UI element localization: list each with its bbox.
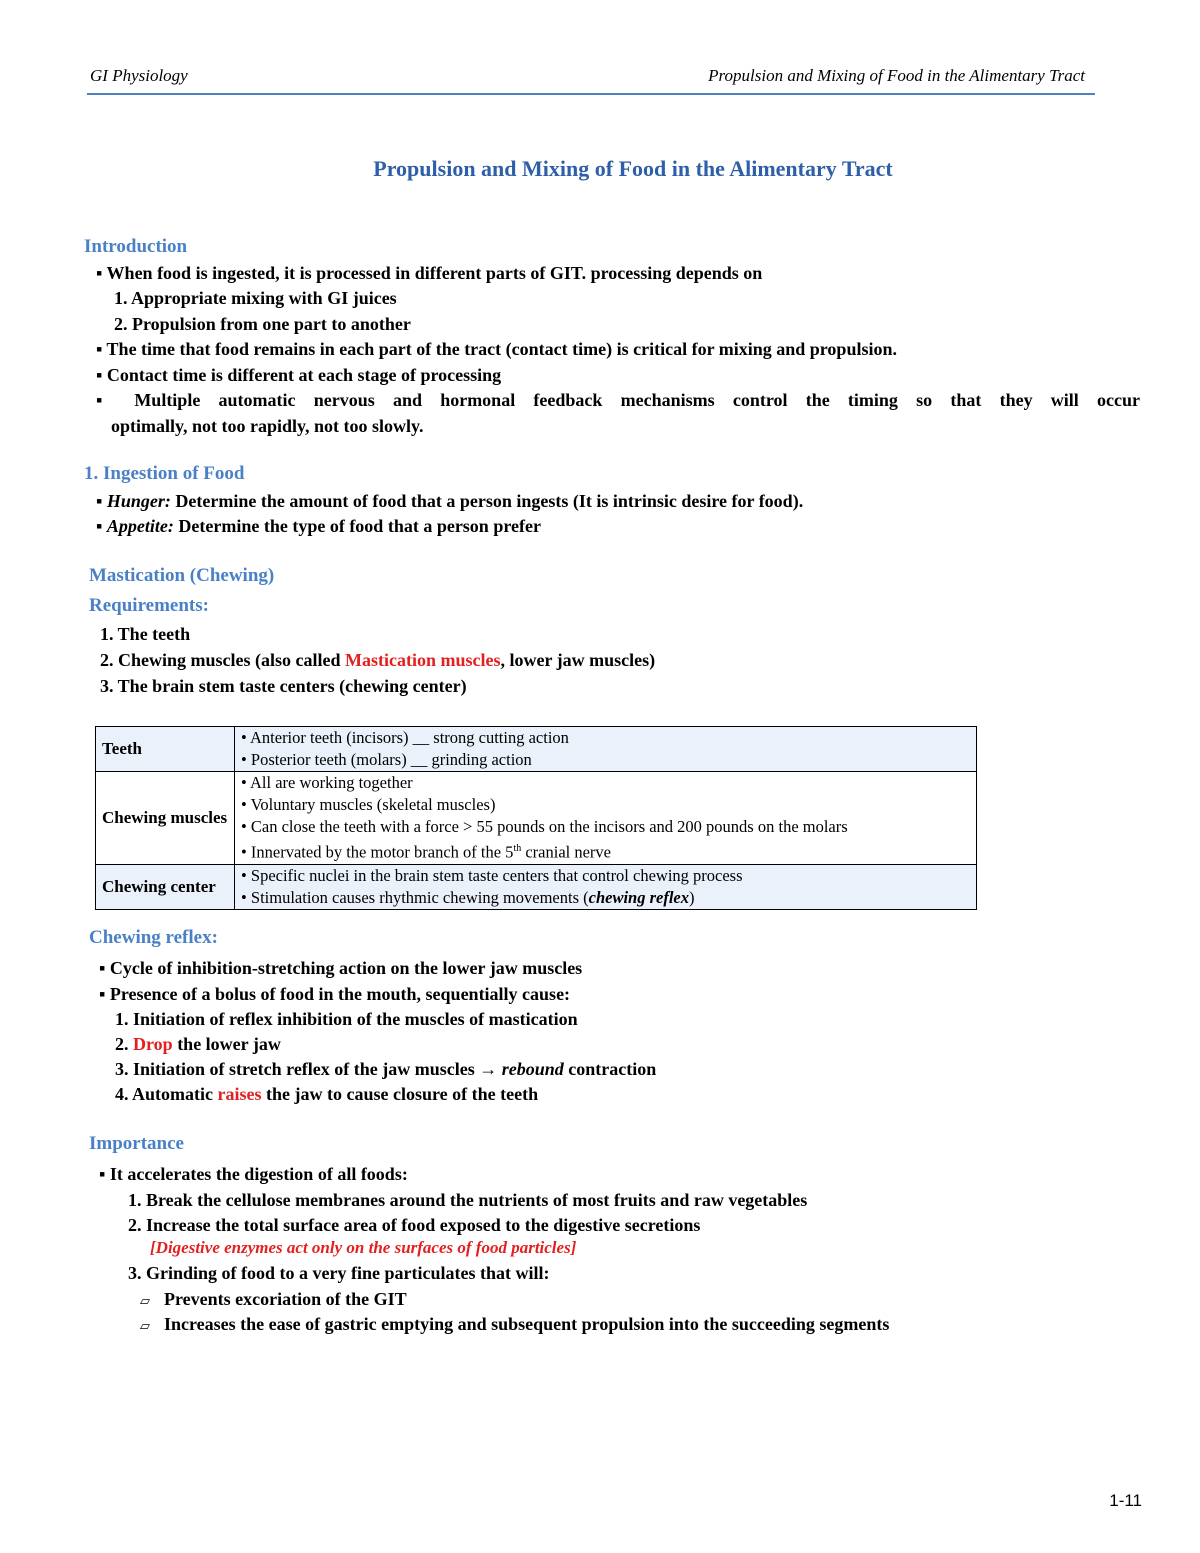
importance-sub-1 bbox=[140, 1288, 407, 1312]
reflex-step-2-b: the lower jaw bbox=[172, 1034, 281, 1054]
importance-heading: Importance bbox=[89, 1133, 184, 1154]
header-chapter-title: Propulsion and Mixing of Food in the Alimentary Tract bbox=[708, 66, 1085, 85]
importance-sub-1-text: Prevents excoriation of the GIT bbox=[164, 1289, 407, 1309]
muscles-line-2: • Voluntary muscles (skeletal muscles) bbox=[241, 795, 496, 814]
hunger-label: Hunger: bbox=[106, 491, 171, 511]
requirement-2 bbox=[100, 649, 655, 671]
intro-bullet-1: ▪ When food is ingested, it is processed in different parts of GIT. processing depends on bbox=[96, 263, 763, 283]
mastication-table bbox=[95, 726, 977, 910]
table-label-teeth: Teeth bbox=[96, 727, 235, 772]
center-line-2-italic: chewing reflex bbox=[588, 887, 690, 907]
hunger-bullet: ▪ bbox=[96, 491, 107, 511]
importance-bullet-1: ▪ It accelerates the digestion of all foods: bbox=[99, 1164, 408, 1184]
importance-note: [Digestive enzymes act only on the surfaces of food particles] bbox=[150, 1238, 577, 1257]
table-cell-teeth bbox=[235, 727, 977, 772]
muscles-line-1: • All are working together bbox=[241, 773, 413, 792]
table-row-muscles bbox=[96, 772, 977, 865]
reflex-step-2-a: 2. bbox=[115, 1034, 133, 1054]
importance-item-3: 3. Grinding of food to a very fine particulates that will: bbox=[128, 1263, 550, 1283]
reflex-step-1: 1. Initiation of reflex inhibition of the muscles of mastication bbox=[115, 1009, 578, 1029]
muscles-line-4 bbox=[241, 838, 970, 864]
teeth-line-2: • Posterior teeth (molars) __ grinding action bbox=[241, 750, 532, 769]
importance-item-1: 1. Break the cellulose membranes around the nutrients of most fruits and raw vegetables bbox=[128, 1190, 808, 1210]
mastication-heading: Mastication (Chewing) bbox=[89, 565, 275, 586]
table-cell-center bbox=[235, 864, 977, 909]
requirement-2-highlight: Mastication muscles bbox=[345, 650, 501, 670]
requirement-2-text-b: , lower jaw muscles) bbox=[500, 650, 656, 670]
page-title: Propulsion and Mixing of Food in the Alimentary Tract bbox=[373, 156, 893, 181]
appetite-bullet: ▪ bbox=[96, 516, 107, 536]
muscles-line-4-b: cranial nerve bbox=[521, 842, 611, 862]
reflex-bullet-1: ▪ Cycle of inhibition-stretching action on the lower jaw muscles bbox=[99, 958, 583, 978]
reflex-step-2-highlight: Drop bbox=[133, 1034, 173, 1054]
reflex-step-4-a: 4. Automatic bbox=[115, 1084, 218, 1104]
table-label-muscles: Chewing muscles bbox=[96, 772, 235, 865]
sub-bullet-icon: ▱ bbox=[140, 1318, 150, 1333]
table-row-teeth bbox=[96, 727, 977, 772]
arrow-right-icon: → bbox=[479, 1059, 498, 1079]
sub-bullet-icon: ▱ bbox=[140, 1293, 150, 1308]
table-cell-muscles bbox=[235, 772, 977, 865]
muscles-line-3: • Can close the teeth with a force > 55 pounds on the incisors and 200 pounds on the molars bbox=[241, 817, 848, 836]
reflex-step-3-a: 3. Initiation of stretch reflex of the jaw muscles bbox=[115, 1059, 480, 1079]
intro-heading: Introduction bbox=[84, 236, 188, 257]
requirements-heading: Requirements: bbox=[89, 595, 209, 616]
intro-item-2: 2. Propulsion from one part to another bbox=[114, 314, 411, 334]
intro-bullet-4-cont: optimally, not too rapidly, not too slowly. bbox=[111, 416, 424, 436]
intro-item-1: 1. Appropriate mixing with GI juices bbox=[114, 288, 397, 308]
reflex-step-3 bbox=[115, 1058, 656, 1080]
table-label-center: Chewing center bbox=[96, 864, 235, 909]
appetite-label: Appetite: bbox=[106, 516, 174, 536]
appetite-text: Determine the type of food that a person prefer bbox=[173, 516, 541, 536]
center-line-2 bbox=[241, 887, 970, 909]
reflex-step-4-b: the jaw to cause closure of the teeth bbox=[261, 1084, 539, 1104]
requirement-3: 3. The brain stem taste centers (chewing center) bbox=[100, 676, 467, 696]
header-course-title: GI Physiology bbox=[90, 66, 188, 85]
center-line-1: • Specific nuclei in the brain stem taste centers that control chewing process bbox=[241, 865, 743, 885]
intro-bullet-2: ▪ The time that food remains in each part of the tract (contact time) is critical for mixing and propulsion. bbox=[96, 339, 897, 359]
reflex-step-4 bbox=[115, 1083, 538, 1105]
center-line-2-a: • Stimulation causes rhythmic chewing movements ( bbox=[241, 887, 589, 907]
page-number: 1-11 bbox=[1109, 1491, 1142, 1510]
ingestion-heading: 1. Ingestion of Food bbox=[84, 463, 245, 484]
table-row-center bbox=[96, 864, 977, 909]
muscles-line-4-sup: th bbox=[513, 843, 522, 854]
appetite-line bbox=[96, 515, 541, 537]
reflex-bullet-2: ▪ Presence of a bolus of food in the mouth, sequentially cause: bbox=[99, 984, 571, 1004]
header-rule bbox=[87, 93, 1095, 95]
reflex-heading: Chewing reflex: bbox=[89, 927, 218, 948]
requirement-1: 1. The teeth bbox=[100, 624, 191, 644]
importance-sub-2 bbox=[140, 1313, 889, 1337]
hunger-text: Determine the amount of food that a person ingests (It is intrinsic desire for food). bbox=[170, 491, 804, 511]
intro-bullet-4: ▪ Multiple automatic nervous and hormonal feedback mechanisms control the timing so that they will occur bbox=[96, 390, 1140, 410]
intro-bullet-3: ▪ Contact time is different at each stage of processing bbox=[96, 365, 502, 385]
hunger-line bbox=[96, 490, 803, 512]
reflex-step-4-highlight: raises bbox=[217, 1084, 262, 1104]
requirement-2-text-a: 2. Chewing muscles (also called bbox=[100, 650, 345, 670]
importance-sub-2-text: Increases the ease of gastric emptying and subsequent propulsion into the succeeding segments bbox=[164, 1314, 890, 1334]
reflex-step-3-b: contraction bbox=[563, 1059, 657, 1079]
center-line-2-b: ) bbox=[689, 887, 695, 907]
importance-item-2: 2. Increase the total surface area of food exposed to the digestive secretions bbox=[128, 1215, 701, 1235]
teeth-line-1: • Anterior teeth (incisors) __ strong cutting action bbox=[241, 728, 569, 747]
muscles-line-4-a: • Innervated by the motor branch of the 5 bbox=[241, 842, 514, 862]
reflex-step-3-italic: rebound bbox=[497, 1059, 564, 1079]
reflex-step-2 bbox=[115, 1033, 281, 1055]
